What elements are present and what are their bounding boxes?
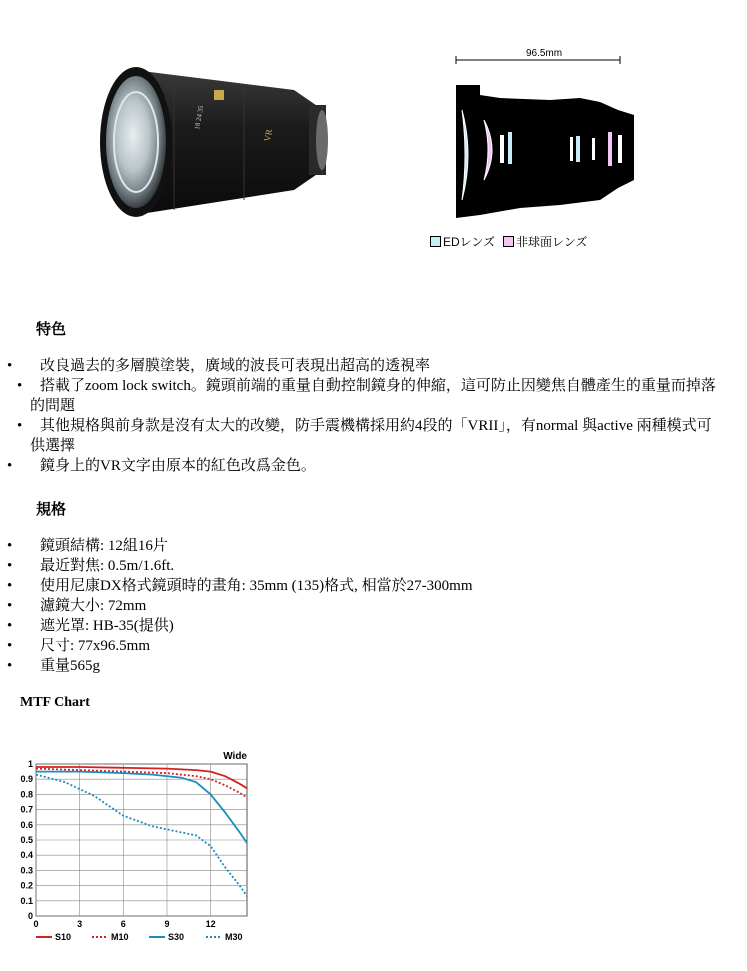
list-item: • 鏡頭結構: 12組16片 bbox=[4, 536, 604, 556]
legend-label-ed: EDレンズ bbox=[443, 235, 496, 249]
svg-text:18 24 35: 18 24 35 bbox=[193, 104, 206, 131]
specs-heading: 規格 bbox=[36, 502, 67, 518]
mtf-heading: MTF Chart bbox=[20, 695, 90, 710]
legend-label-m30: M30 bbox=[225, 932, 243, 942]
y-tick-label: 0 bbox=[27, 911, 33, 921]
list-item: • 改良過去的多層膜塗裝，廣域的波長可表現出超高的透視率 bbox=[4, 356, 724, 376]
y-tick-label: 1 bbox=[27, 759, 33, 769]
list-item: • 使用尼康DX格式鏡頭時的畫角: 35mm (135)格式, 相當於27-300mm bbox=[4, 576, 604, 596]
chart-title: Wide bbox=[223, 751, 247, 762]
diagram-legend bbox=[430, 233, 587, 250]
y-tick-label: 0.5 bbox=[20, 835, 33, 845]
legend-label-s10: S10 bbox=[55, 932, 72, 942]
list-item: • 其他規格與前身款是沒有太大的改變，防手震機構採用約4段的「VRII」，有normal 與active 兩種模式可供選擇 bbox=[4, 416, 724, 456]
x-tick-label: 0 bbox=[33, 919, 39, 929]
list-item: • 遮光罩: HB-35(提供) bbox=[4, 616, 604, 636]
dimension-label: 96.5mm bbox=[525, 48, 563, 59]
mtf-chart bbox=[14, 745, 258, 950]
legend-label-aspherical: 非球面レンズ bbox=[516, 235, 588, 249]
y-tick-label: 0.3 bbox=[20, 865, 33, 876]
features-list bbox=[4, 356, 724, 476]
y-tick-label: 0.8 bbox=[20, 789, 33, 800]
legend-label-s30: S30 bbox=[168, 932, 185, 942]
legend-item-ed bbox=[430, 233, 495, 250]
lens-cross-section-diagram bbox=[440, 40, 640, 225]
list-item: • 濾鏡大小: 72mm bbox=[4, 596, 604, 616]
lens-photo bbox=[94, 50, 334, 225]
x-tick-label: 9 bbox=[164, 919, 170, 929]
list-item: • 重量565g bbox=[4, 656, 604, 676]
ed-lens-swatch bbox=[430, 236, 441, 247]
list-item: • 尺寸: 77x96.5mm bbox=[4, 636, 604, 656]
y-tick-label: 0.2 bbox=[20, 880, 33, 891]
y-tick-label: 0.7 bbox=[20, 804, 33, 815]
y-tick-label: 0.1 bbox=[20, 895, 33, 906]
y-tick-label: 0.4 bbox=[20, 850, 33, 861]
y-tick-label: 0.6 bbox=[20, 819, 33, 830]
x-tick-label: 3 bbox=[77, 919, 83, 929]
aspherical-lens-swatch bbox=[503, 236, 514, 247]
features-heading: 特色 bbox=[36, 322, 67, 338]
svg-text:VR: VR bbox=[262, 128, 275, 143]
legend-item-aspherical bbox=[503, 233, 587, 250]
y-tick-label: 0.9 bbox=[20, 774, 33, 785]
list-item: • 最近對焦: 0.5m/1.6ft. bbox=[4, 556, 604, 576]
list-item: • 搭載了zoom lock switch。鏡頭前端的重量自動控制鏡身的伸縮，這可防止因變焦自體產生的重量而掉落的問題 bbox=[4, 376, 724, 416]
specs-list bbox=[4, 536, 604, 676]
list-item: • 鏡身上的VR文字由原本的紅色改爲金色。 bbox=[4, 456, 724, 476]
legend-label-m10: M10 bbox=[111, 932, 129, 942]
x-tick-label: 12 bbox=[205, 919, 216, 929]
x-tick-label: 6 bbox=[120, 919, 126, 929]
